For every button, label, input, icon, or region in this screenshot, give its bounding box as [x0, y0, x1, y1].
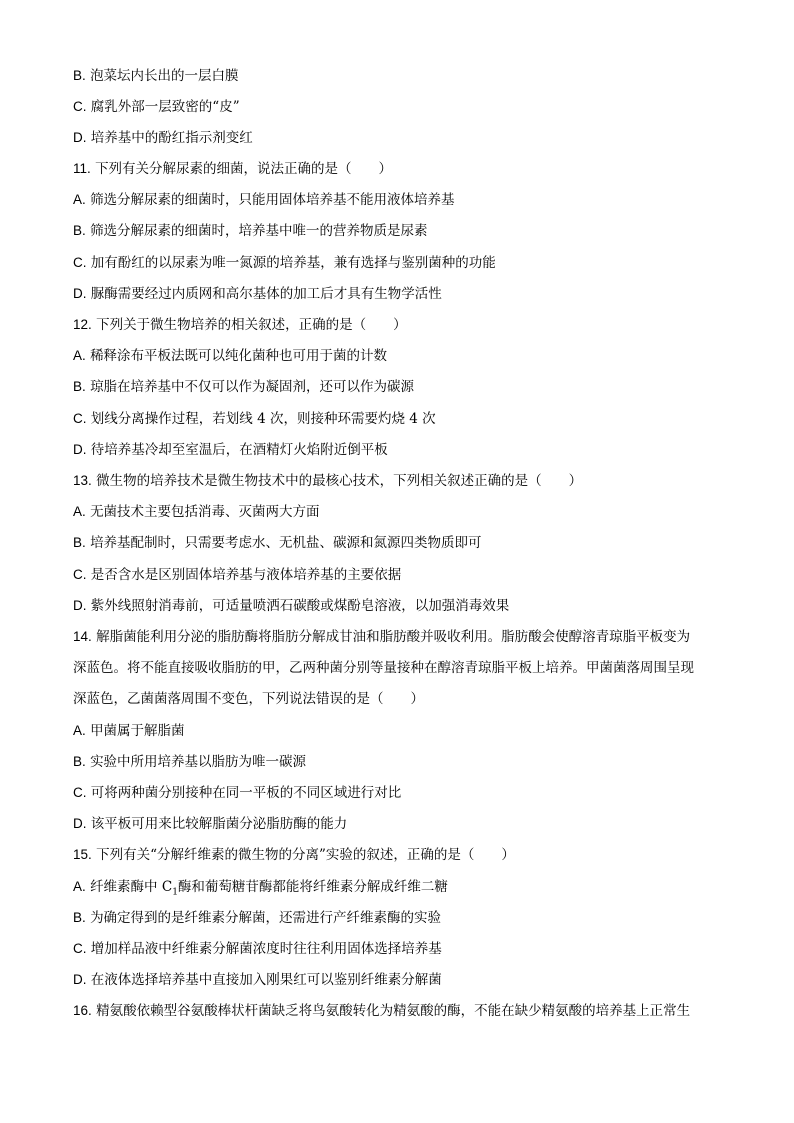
question-11-stem: 11. 下列有关分解尿素的细菌，说法正确的是（ ） — [73, 161, 393, 177]
q12-option-b: B. 琼脂在培养基中不仅可以作为凝固剂，还可以作为碳源 — [73, 379, 415, 395]
q13-option-b: B. 培养基配制时，只需要考虑水、无机盐、碳源和氮源四类物质即可 — [73, 535, 482, 551]
q11-option-a: A. 筛选分解尿素的细菌时，只能用固体培养基不能用液体培养基 — [73, 192, 455, 208]
question-12-stem: 12. 下列关于微生物培养的相关叙述，正确的是（ ） — [73, 317, 407, 333]
q14-option-d: D. 该平板可用来比较解脂菌分泌脂肪酶的能力 — [73, 816, 348, 832]
question-16-stem-line-1: 16. 精氨酸依赖型谷氨酸棒状杆菌缺乏将鸟氨酸转化为精氨酸的酶，不能在缺少精氨酸的培养基上正常生 — [73, 1003, 691, 1019]
q13-option-d: D. 紫外线照射消毒前，可适量喷洒石碳酸或煤酚皂溶液，以加强消毒效果 — [73, 598, 510, 614]
q14-option-a: A. 甲菌属于解脂菌 — [73, 723, 185, 739]
q12-option-d: D. 待培养基冷却至室温后，在酒精灯火焰附近倒平板 — [73, 442, 388, 458]
question-15-stem: 15. 下列有关“分解纤维素的微生物的分离”实验的叙述，正确的是（ ） — [73, 847, 515, 863]
q15-option-a: A. 纤维素酶中 $C_1$酶和葡萄糖苷酶都能将纤维素分解成纤维二糖 — [73, 879, 448, 898]
question-14-stem-line-2: 深蓝色。将不能直接吸收脂肪的甲，乙两种菌分别等量接种在醇溶青琼脂平板上培养。甲菌菌落周围呈现 — [73, 660, 694, 676]
q11-option-d: D. 脲酶需要经过内质网和高尔基体的加工后才具有生物学活性 — [73, 286, 442, 302]
q12-option-c: C. 划线分离操作过程，若划线 4 次，则接种环需要灼烧 4 次 — [73, 411, 436, 427]
option-b: B. 泡菜坛内长出的一层白膜 — [73, 68, 239, 84]
q15-option-d: D. 在液体选择培养基中直接加入刚果红可以鉴别纤维素分解菌 — [73, 972, 442, 988]
question-13-stem: 13. 微生物的培养技术是微生物技术中的最核心技术，下列相关叙述正确的是（ ） — [73, 473, 583, 489]
q12-option-a: A. 稀释涂布平板法既可以纯化菌种也可用于菌的计数 — [73, 348, 388, 364]
option-c: C. 腐乳外部一层致密的“皮” — [73, 99, 240, 115]
q15-option-b: B. 为确定得到的是纤维素分解菌，还需进行产纤维素酶的实验 — [73, 910, 442, 926]
q15-option-c: C. 增加样品液中纤维素分解菌浓度时往往利用固体选择培养基 — [73, 941, 442, 957]
q13-option-c: C. 是否含水是区别固体培养基与液体培养基的主要依据 — [73, 567, 402, 583]
q11-option-c: C. 加有酚红的以尿素为唯一氮源的培养基，兼有选择与鉴别菌种的功能 — [73, 255, 496, 271]
question-14-stem-line-1: 14. 解脂菌能利用分泌的脂肪酶将脂肪分解成甘油和脂肪酸并吸收利用。脂肪酸会使醇溶青琼脂平板变为 — [73, 629, 691, 645]
question-14-stem-line-3: 深蓝色，乙菌菌落周围不变色，下列说法错误的是（ ） — [73, 691, 424, 707]
q14-option-b: B. 实验中所用培养基以脂肪为唯一碳源 — [73, 754, 307, 770]
option-d: D. 培养基中的酚红指示剂变红 — [73, 130, 253, 146]
q11-option-b: B. 筛选分解尿素的细菌时，培养基中唯一的营养物质是尿素 — [73, 223, 428, 239]
q13-option-a: A. 无菌技术主要包括消毒、灭菌两大方面 — [73, 504, 320, 520]
q14-option-c: C. 可将两种菌分别接种在同一平板的不同区域进行对比 — [73, 785, 402, 801]
